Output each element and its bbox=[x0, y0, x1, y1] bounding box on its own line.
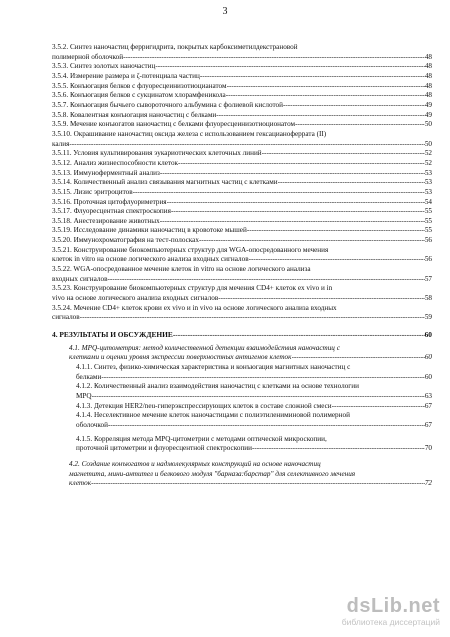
toc-entry-cont: полимерной оболочкой bbox=[52, 52, 124, 61]
toc-entry-3-5-10: 3.5.10. Окрашивание наночастиц оксида железа с использованием гексацианоферрата (II) калия ----- 50 bbox=[52, 130, 432, 149]
toc-entry-3-5-12: 3.5.12. Анализ жизнеспособности клеток ----- 52 bbox=[52, 159, 432, 169]
toc-entry-3-5-19: 3.5.19. Исследование динамики наночастиц в кровотоке мышей ----- 55 bbox=[52, 226, 432, 236]
watermark-logo: dsLib.net bbox=[346, 595, 440, 617]
toc-entry-3-5-15: 3.5.15. Лизис эритроцитов ----- 53 bbox=[52, 188, 432, 198]
toc-entry-3-5-16: 3.5.16. Проточная цитофлуориметрия ----- 54 bbox=[52, 198, 432, 208]
toc-entry-3-5-22: 3.5.22. WGA-опосредованное мечение клеток in vitro на основе логического анализа входных сигналов ----- 57 bbox=[52, 265, 432, 284]
toc-chapter-4: 4. РЕЗУЛЬТАТЫ И ОБСУЖДЕНИЕ ----- 60 bbox=[52, 330, 432, 340]
table-of-contents bbox=[52, 43, 432, 489]
toc-entry-4-1-5: 4.1.5. Корреляция метода MPQ-цитометрии с методами оптической микроскопии, проточной цитометрии и флуоресцентной спектроскопии ----- 70 bbox=[52, 435, 432, 454]
toc-entry-4-1-4: 4.1.4. Неселективное мечение клеток наночастицами с полиэтилениминовой полимерной оболочкой ----- 67 bbox=[52, 411, 432, 430]
toc-entry-3-5-23: 3.5.23. Конструирование биокомпьютерных структур для мечения CD4+ клеток ex vivo и in vivo на основе логического анализа входных сигналов ----- 58 bbox=[52, 284, 432, 303]
watermark-subtitle: библиотека диссертаций bbox=[341, 617, 440, 627]
toc-section-4-1: 4.1. MPQ-цитометрия: метод количественной детекции взаимодействия наночастиц с клетками и оценки уровня экспрессии поверхностных антигенов клеток ----- 60 bbox=[52, 344, 432, 363]
toc-entry-3-5-14: 3.5.14. Количественный анализ связывания магнитных частиц с клетками ----- 53 bbox=[52, 178, 432, 188]
toc-entry-4-1-1: 4.1.1. Синтез, физико-химическая характеристика и конъюгация магнитных наночастиц с белками ----- 60 bbox=[52, 363, 432, 382]
toc-entry-4-1-2: 4.1.2. Количественный анализ взаимодействия наночастиц с клетками на основе технологии MPQ ----- 63 bbox=[52, 382, 432, 401]
toc-entry-4-1-3: 4.1.3. Детекция HER2/neu-гиперэкспрессирующих клеток в составе сложной смеси ----- 67 bbox=[52, 402, 432, 412]
toc-entry-3-5-18: 3.5.18. Анестезирование животных ----- 55 bbox=[52, 217, 432, 227]
page-number: 3 bbox=[222, 6, 228, 17]
toc-entry-3-5-3: 3.5.3. Синтез золотых наночастиц ----- 48 bbox=[52, 62, 432, 72]
toc-page: 48 bbox=[424, 52, 432, 61]
toc-entry-3-5-2 bbox=[52, 43, 432, 62]
toc-entry-3-5-13: 3.5.13. Иммуноферментный анализ ----- 53 bbox=[52, 169, 432, 179]
toc-entry-3-5-20: 3.5.20. Иммунохроматография на тест-полосках ----- 56 bbox=[52, 236, 432, 246]
toc-entry-3-5-11: 3.5.11. Условия культивирования эукариотических клеточных линий ----- 52 bbox=[52, 149, 432, 159]
toc-entry-3-5-4: 3.5.4. Измерение размера и ζ-потенциала частиц ----- 48 bbox=[52, 72, 432, 82]
toc-entry-3-5-21: 3.5.21. Конструирование биокомпьютерных структур для WGA-опосредованного мечения клеток in vitro на основе логического анализа входных сигналов ----- 56 bbox=[52, 246, 432, 265]
toc-entry-3-5-9: 3.5.9. Мечение конъюгатов наночастиц с белками флуоресцеинизотиоционатом ----- 50 bbox=[52, 120, 432, 130]
toc-entry-3-5-8: 3.5.8. Ковалентная конъюгация наночастиц с белками ----- 49 bbox=[52, 111, 432, 121]
toc-entry-3-5-6: 3.5.6. Конъюгация белков с сукцинатом хлорамфеникола ----- 48 bbox=[52, 91, 432, 101]
toc-entry-title: 3.5.2. Синтез наночастиц ферригидрита, покрытых карбоксиметилдекстрановой bbox=[52, 43, 298, 51]
toc-entry-3-5-7: 3.5.7. Конъюгация бычьего сывороточного альбумина с фолиевой кислотой ----- 49 bbox=[52, 101, 432, 111]
toc-entry-3-5-24: 3.5.24. Мечение CD4+ клеток крови ex vivo и in vivo на основе логического анализа входных сигналов ----- 59 bbox=[52, 304, 432, 323]
toc-entry-3-5-17: 3.5.17. Флуоресцентная спектроскопия ----- 55 bbox=[52, 207, 432, 217]
dslib-watermark bbox=[322, 595, 440, 629]
toc-section-4-2: 4.2. Создание конъюгатов и надмолекулярных конструкций на основе наночастиц магнетита, мини-антител и белкового модуля "барназа:барстар" для селективного мечения клеток ----- 72 bbox=[52, 460, 432, 489]
toc-entry-3-5-5: 3.5.5. Конъюгация белков с флуоресцеинизотиоцианатом ----- 48 bbox=[52, 82, 432, 92]
